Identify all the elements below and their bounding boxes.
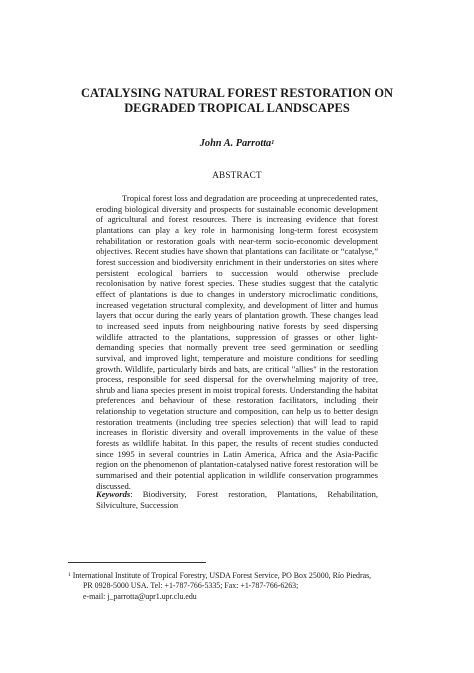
footnote-affiliation: International Institute of Tropical Forestry, USDA Forest Service, PO Box 25000, Río Piedras, xyxy=(70,571,372,580)
author-name-text: John A. Parrotta xyxy=(199,138,272,149)
abstract-heading: ABSTRACT xyxy=(212,170,262,180)
footnote-line-1 xyxy=(68,571,408,581)
abstract-paragraph: Tropical forest loss and degradation are proceeding at unprecedented rates, eroding biological diversity and prospects for sustainable economic development of agricultural and forest resources. There is increasing evidence that forest plantations can play a key role in harmonising long-term forest ecosystem rehabilitation or restoration goals with near-term socio-economic development objectives. Recent studies have shown that plantations can facilitate or “catalyse,” forest succession and biodiversity enrichment in their understories on sites where persistent ecological barriers to succession would otherwise preclude recolonisation by native forest species. These studies suggest that the catalytic effect of plantations is due to changes in understory microclimatic conditions, increased vegetation structural complexity, and development of litter and humus layers that occur during the early years of plantation growth. These changes lead to increased seed inputs from neighbouring native forests by seed dispersing wildlife attracted to the plantations, suppression of grasses or other light-demanding species that normally prevent tree seed germination or seedling survival, and improved light, temperature and moisture conditions for seedling growth. Wildlife, particularly birds and bats, are critical "allies" in the restoration process, responsible for seed dispersal for the overwhelming majority of tree, shrub and liana species present in moist tropical forests. Understanding the habitat preferences and behaviour of these restoration facilitators, including their relationship to vegetation structure and composition, can help us to better design restoration treatments (including tree species selection) that will lead to rapid increases in floristic diversity and overall improvements in the value of these forests as wildlife habitat. In this paper, the results of recent studies conducted since 1995 in several countries in Latin America, Africa and the Asia-Pacific region on the phenomenon of plantation-catalysed native forest restoration will be summarised and their potential application in wildlife conservation programmes discussed. xyxy=(96,193,378,491)
footnote-contact-email: e-mail: j_parrotta@upr1.upr.clu.edu xyxy=(83,591,197,601)
paper-title-line-2: DEGRADED TROPICAL LANDSCAPES xyxy=(124,101,350,115)
author-name xyxy=(60,138,414,150)
footnote-contact-phone: PR 0928-5000 USA. Tel: +1-787-766-5335; Fax: +1-787-766-6263; xyxy=(83,581,299,591)
keywords-label: Keywords xyxy=(96,489,131,499)
keywords xyxy=(96,489,378,511)
author-footnote-mark: 1 xyxy=(271,140,275,146)
abstract-body xyxy=(96,193,378,491)
footnote-divider xyxy=(68,562,206,563)
footnote xyxy=(68,571,408,602)
keywords-list: : Biodiversity, Forest restoration, Plantations, Rehabilitation, Silviculture, Succession xyxy=(96,489,378,510)
paper-title xyxy=(60,86,414,116)
paper-title-line-1: CATALYSING NATURAL FOREST RESTORATION ON xyxy=(80,86,394,100)
footnote-mark: 1 xyxy=(68,572,71,578)
